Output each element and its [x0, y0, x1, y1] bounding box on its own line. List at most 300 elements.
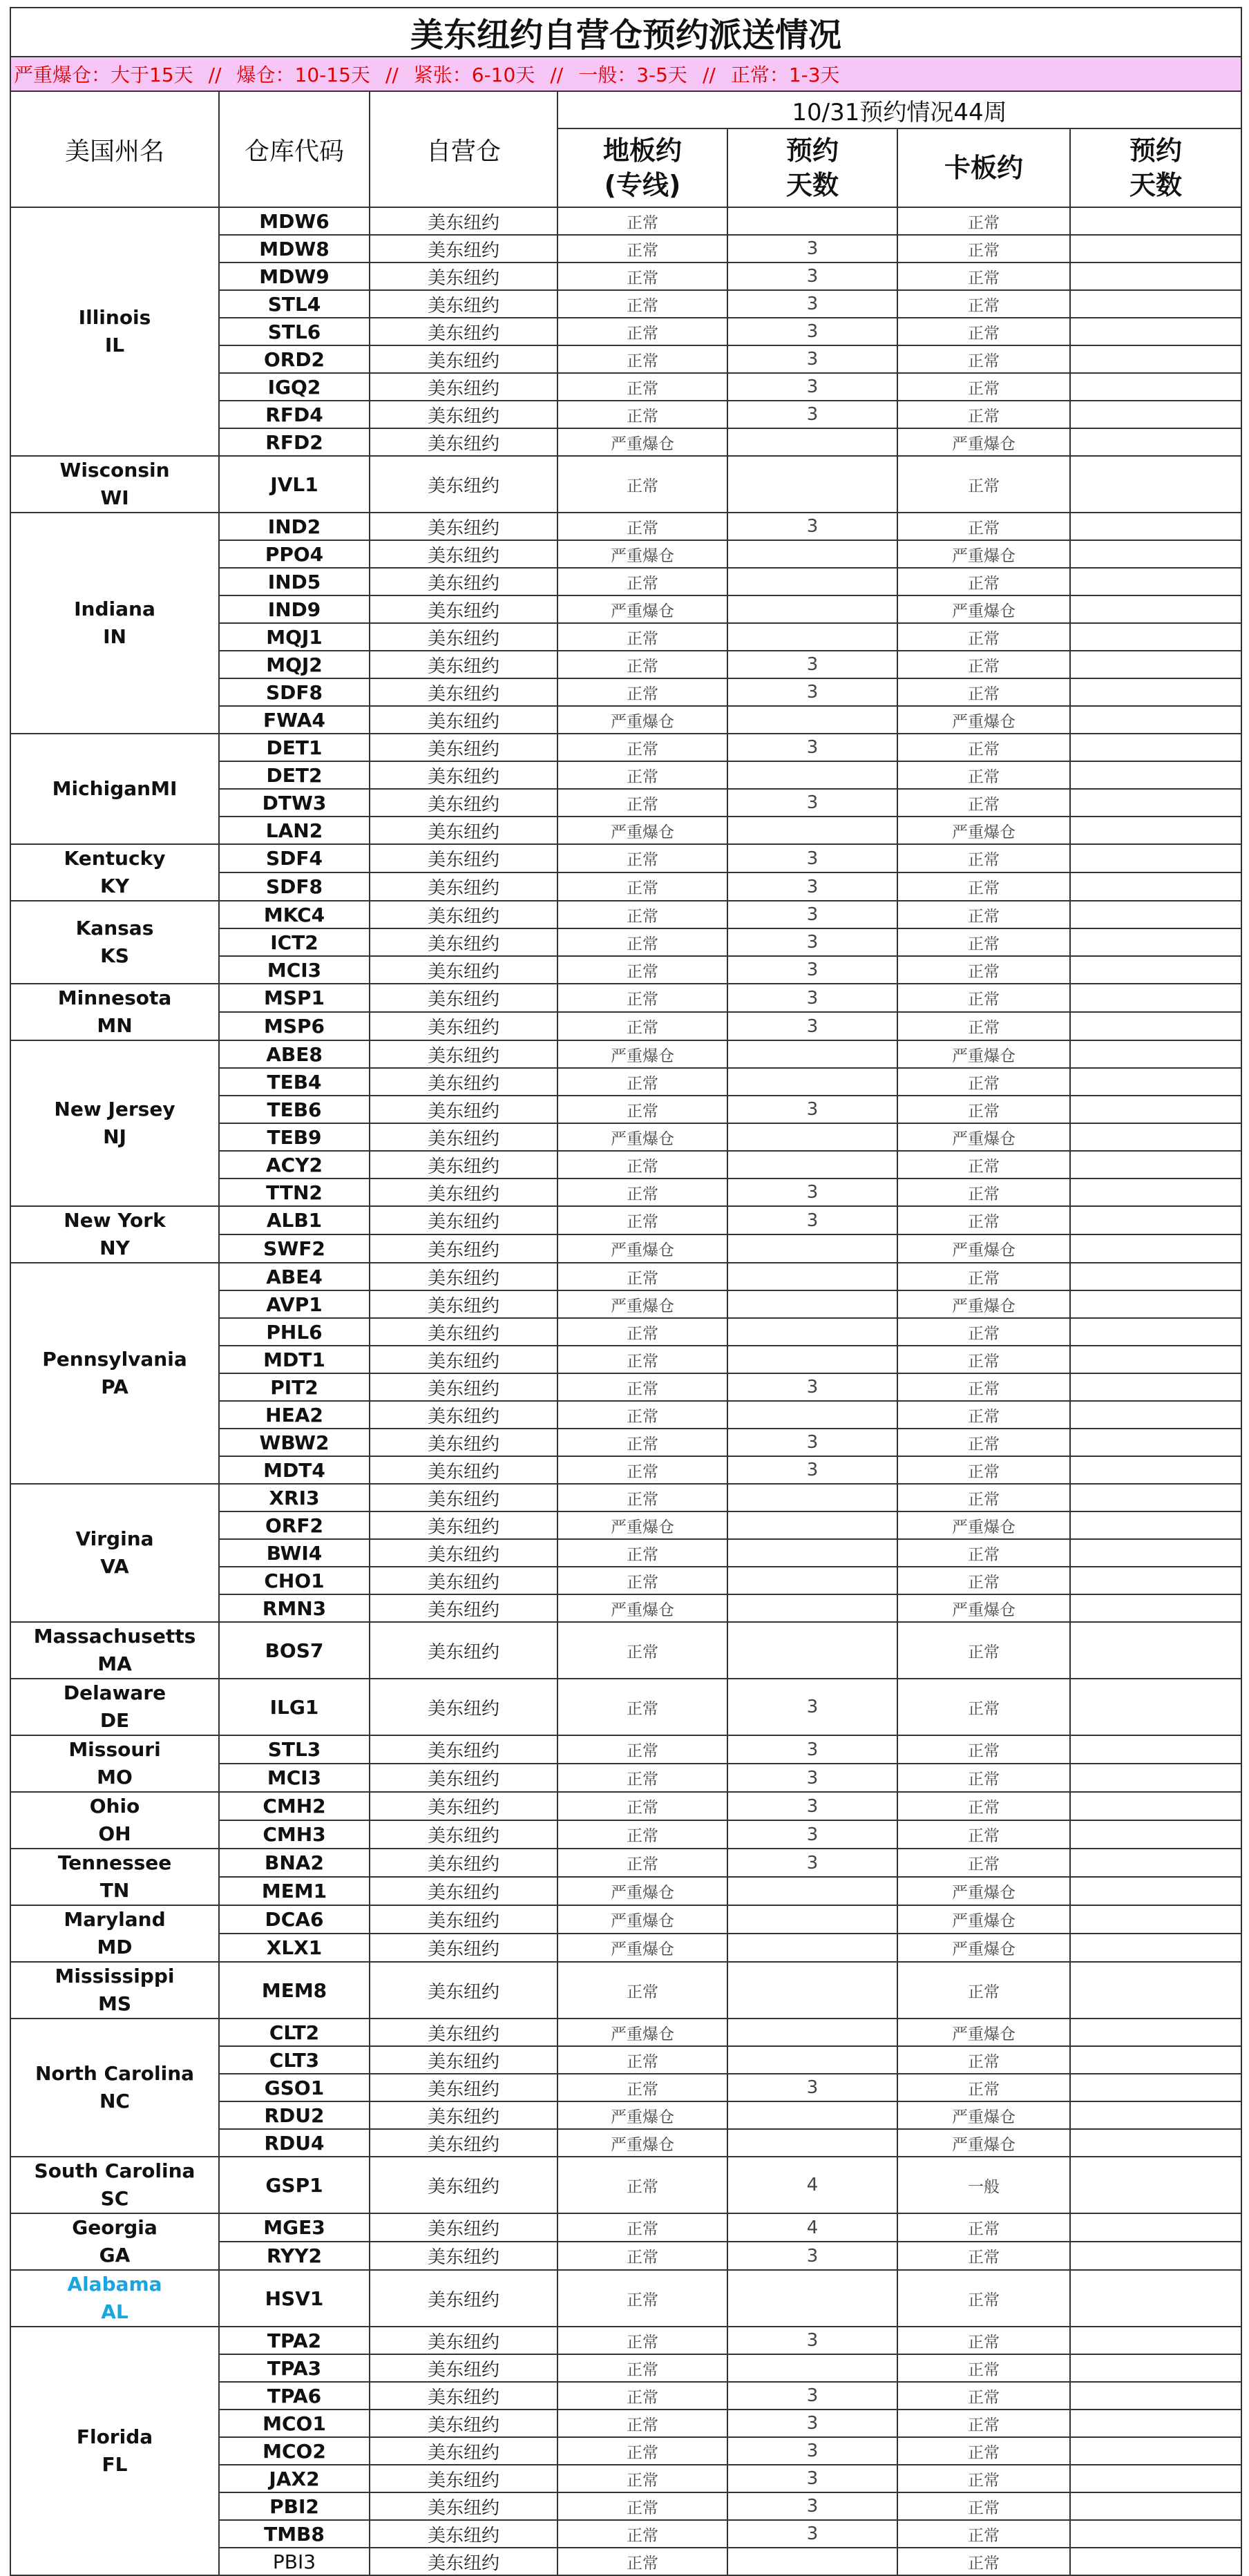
floor-days-cell: 3: [727, 513, 897, 540]
pallet-status-cell: 正常: [897, 207, 1070, 235]
warehouse-code-cell: PBI3: [219, 2548, 370, 2575]
warehouse-name-cell: 美东纽约: [370, 1792, 557, 1820]
pallet-status-cell: 正常: [897, 761, 1070, 789]
warehouse-name-cell: 美东纽约: [370, 1234, 557, 1263]
pallet-status-cell: 正常: [897, 345, 1070, 373]
pallet-status-cell: 正常: [897, 928, 1070, 956]
floor-status-cell: 正常: [557, 678, 727, 706]
floor-status-cell: 正常: [557, 2410, 727, 2437]
pallet-days-cell: [1070, 1511, 1241, 1539]
floor-status-cell: 严重爆仓: [557, 706, 727, 734]
floor-status-cell: 正常: [557, 1151, 727, 1179]
floor-days-cell: [727, 1962, 897, 2019]
pallet-status-cell: 正常: [897, 263, 1070, 290]
floor-days-cell: [727, 761, 897, 789]
warehouse-name-cell: 美东纽约: [370, 2520, 557, 2548]
warehouse-code-cell: RDU2: [219, 2101, 370, 2129]
pallet-status-cell: 正常: [897, 568, 1070, 595]
pallet-status-cell: 严重爆仓: [897, 1905, 1070, 1934]
warehouse-code-cell: GSO1: [219, 2074, 370, 2101]
header-pallet-days-line1: 预约: [1129, 135, 1183, 166]
warehouse-code-cell: TEB9: [219, 1123, 370, 1151]
pallet-status-cell: 正常: [897, 956, 1070, 984]
warehouse-code-cell: STL4: [219, 290, 370, 318]
warehouse-name-cell: 美东纽约: [370, 2437, 557, 2465]
floor-status-cell: 严重爆仓: [557, 1511, 727, 1539]
floor-status-cell: 正常: [557, 2354, 727, 2382]
pallet-status-cell: 正常: [897, 2242, 1070, 2270]
legend-item-normal: 正常：1-3天: [730, 64, 840, 86]
floor-status-cell: 严重爆仓: [557, 1905, 727, 1934]
warehouse-code-cell: RFD2: [219, 428, 370, 456]
floor-days-cell: 3: [727, 2242, 897, 2270]
warehouse-name-cell: 美东纽约: [370, 2074, 557, 2101]
floor-days-cell: [727, 1263, 897, 1290]
state-cell: [10, 2019, 219, 2157]
warehouse-name-cell: 美东纽约: [370, 1373, 557, 1401]
state-cell: [10, 1484, 219, 1622]
state-cell: [10, 1962, 219, 2019]
pallet-status-cell: 正常: [897, 1179, 1070, 1206]
warehouse-code-cell: MDT4: [219, 1456, 370, 1484]
floor-days-cell: [727, 1401, 897, 1429]
warehouse-code-cell: DET2: [219, 761, 370, 789]
floor-days-cell: 3: [727, 373, 897, 401]
pallet-status-cell: 严重爆仓: [897, 1290, 1070, 1318]
warehouse-name-cell: 美东纽约: [370, 1096, 557, 1123]
floor-days-cell: 3: [727, 1206, 897, 1234]
state-cell: [10, 1040, 219, 1206]
floor-days-cell: [727, 568, 897, 595]
table-row: [10, 2270, 1241, 2327]
state-abbr: MO: [97, 1766, 133, 1788]
warehouse-code-cell: PBI2: [219, 2492, 370, 2520]
warehouse-code-cell: BNA2: [219, 1849, 370, 1877]
header-period: 10/31预约情况44周: [557, 91, 1241, 128]
state-name: Tennessee: [57, 1851, 172, 1874]
legend-item-severe: 严重爆仓：大于15天: [14, 64, 193, 86]
floor-days-cell: 3: [727, 1849, 897, 1877]
floor-days-cell: [727, 456, 897, 513]
warehouse-name-cell: 美东纽约: [370, 1934, 557, 1962]
warehouse-name-cell: 美东纽约: [370, 1484, 557, 1511]
header-pallet: 卡板约: [897, 128, 1070, 207]
warehouse-code-cell: ABE4: [219, 1263, 370, 1290]
state-abbr: WI: [100, 486, 129, 509]
warehouse-code-cell: ACY2: [219, 1151, 370, 1179]
floor-status-cell: 正常: [557, 2492, 727, 2520]
floor-status-cell: 严重爆仓: [557, 428, 727, 456]
header-floor: [557, 128, 727, 207]
warehouse-code-cell: DTW3: [219, 789, 370, 817]
pallet-days-cell: [1070, 1905, 1241, 1934]
warehouse-name-cell: 美东纽约: [370, 2046, 557, 2074]
header-pallet-days: [1070, 128, 1241, 207]
state-abbr: DE: [99, 1709, 130, 1732]
pallet-days-cell: [1070, 2129, 1241, 2157]
warehouse-name-cell: 美东纽约: [370, 789, 557, 817]
warehouse-code-cell: ORD2: [219, 345, 370, 373]
floor-days-cell: 3: [727, 1820, 897, 1849]
floor-status-cell: 正常: [557, 2242, 727, 2270]
pallet-days-cell: [1070, 2492, 1241, 2520]
floor-days-cell: 3: [727, 789, 897, 817]
warehouse-code-cell: ICT2: [219, 928, 370, 956]
state-cell: [10, 456, 219, 513]
state-name: Illinois: [78, 306, 151, 329]
pallet-days-cell: [1070, 1792, 1241, 1820]
warehouse-name-cell: 美东纽约: [370, 956, 557, 984]
state-abbr: FL: [102, 2453, 128, 2476]
warehouse-name-cell: 美东纽约: [370, 734, 557, 761]
floor-status-cell: 正常: [557, 2548, 727, 2575]
floor-days-cell: 3: [727, 2492, 897, 2520]
pallet-days-cell: [1070, 1290, 1241, 1318]
pallet-status-cell: 正常: [897, 1679, 1070, 1735]
pallet-status-cell: 正常: [897, 1849, 1070, 1877]
pallet-days-cell: [1070, 2074, 1241, 2101]
warehouse-code-cell: MDW6: [219, 207, 370, 235]
warehouse-name-cell: 美东纽约: [370, 1567, 557, 1594]
warehouse-code-cell: STL6: [219, 318, 370, 345]
pallet-days-cell: [1070, 456, 1241, 513]
sheet-title: 美东纽约自营仓预约派送情况: [10, 8, 1241, 57]
state-cell: [10, 2213, 219, 2270]
pallet-days-cell: [1070, 872, 1241, 901]
state-cell: [10, 1735, 219, 1792]
pallet-days-cell: [1070, 1151, 1241, 1179]
pallet-status-cell: 正常: [897, 1792, 1070, 1820]
pallet-days-cell: [1070, 1401, 1241, 1429]
warehouse-code-cell: MDW9: [219, 263, 370, 290]
floor-days-cell: [727, 1346, 897, 1373]
floor-status-cell: 正常: [557, 901, 727, 928]
pallet-days-cell: [1070, 345, 1241, 373]
floor-status-cell: 正常: [557, 1206, 727, 1234]
pallet-status-cell: 正常: [897, 373, 1070, 401]
pallet-status-cell: 正常: [897, 1346, 1070, 1373]
pallet-status-cell: 正常: [897, 1373, 1070, 1401]
warehouse-name-cell: 美东纽约: [370, 623, 557, 651]
floor-status-cell: 正常: [557, 1679, 727, 1735]
table-row: [10, 2213, 1241, 2242]
warehouse-name-cell: 美东纽约: [370, 2129, 557, 2157]
floor-days-cell: [727, 2019, 897, 2046]
legend-separator: //: [208, 64, 222, 86]
floor-status-cell: 正常: [557, 1792, 727, 1820]
floor-days-cell: [727, 1123, 897, 1151]
state-name: North Carolina: [35, 2062, 195, 2085]
pallet-days-cell: [1070, 928, 1241, 956]
pallet-days-cell: [1070, 1622, 1241, 1679]
warehouse-name-cell: 美东纽约: [370, 1905, 557, 1934]
pallet-days-cell: [1070, 1429, 1241, 1456]
pallet-status-cell: 正常: [897, 901, 1070, 928]
warehouse-name-cell: 美东纽约: [370, 1511, 557, 1539]
floor-days-cell: 3: [727, 1179, 897, 1206]
state-cell: [10, 513, 219, 734]
pallet-days-cell: [1070, 540, 1241, 568]
pallet-days-cell: [1070, 2465, 1241, 2492]
floor-status-cell: 正常: [557, 872, 727, 901]
floor-status-cell: 严重爆仓: [557, 1290, 727, 1318]
pallet-status-cell: 正常: [897, 2382, 1070, 2410]
pallet-days-cell: [1070, 1877, 1241, 1905]
pallet-status-cell: 正常: [897, 2410, 1070, 2437]
header-pallet-days-line2: 天数: [1129, 170, 1183, 200]
warehouse-name-cell: 美东纽约: [370, 1456, 557, 1484]
pallet-status-cell: 正常: [897, 651, 1070, 678]
warehouse-name-cell: 美东纽约: [370, 2382, 557, 2410]
pallet-status-cell: 正常: [897, 2465, 1070, 2492]
warehouse-name-cell: 美东纽约: [370, 1735, 557, 1764]
state-name: Indiana: [74, 598, 155, 620]
warehouse-name-cell: 美东纽约: [370, 568, 557, 595]
floor-status-cell: 严重爆仓: [557, 817, 727, 844]
floor-status-cell: 正常: [557, 1318, 727, 1346]
floor-days-cell: 3: [727, 318, 897, 345]
pallet-status-cell: 严重爆仓: [897, 1040, 1070, 1068]
pallet-status-cell: 正常: [897, 2354, 1070, 2382]
state-cell: [10, 1622, 219, 1679]
warehouse-code-cell: IGQ2: [219, 373, 370, 401]
floor-days-cell: 3: [727, 872, 897, 901]
pallet-days-cell: [1070, 1484, 1241, 1511]
floor-days-cell: 3: [727, 235, 897, 263]
pallet-days-cell: [1070, 207, 1241, 235]
warehouse-code-cell: FWA4: [219, 706, 370, 734]
floor-days-cell: [727, 623, 897, 651]
floor-status-cell: 正常: [557, 1263, 727, 1290]
state-cell: [10, 1792, 219, 1849]
warehouse-name-cell: 美东纽约: [370, 1401, 557, 1429]
floor-status-cell: 正常: [557, 568, 727, 595]
pallet-days-cell: [1070, 844, 1241, 872]
warehouse-code-cell: TPA3: [219, 2354, 370, 2382]
pallet-status-cell: 严重爆仓: [897, 1234, 1070, 1263]
floor-status-cell: 正常: [557, 207, 727, 235]
pallet-days-cell: [1070, 1373, 1241, 1401]
warehouse-code-cell: BOS7: [219, 1622, 370, 1679]
warehouse-name-cell: 美东纽约: [370, 1290, 557, 1318]
floor-days-cell: [727, 1905, 897, 1934]
state-abbr: PA: [101, 1375, 128, 1398]
state-abbr: NY: [99, 1237, 130, 1259]
floor-days-cell: [727, 2101, 897, 2129]
warehouse-name-cell: 美东纽约: [370, 2410, 557, 2437]
floor-days-cell: 3: [727, 345, 897, 373]
pallet-status-cell: 正常: [897, 2437, 1070, 2465]
pallet-days-cell: [1070, 1123, 1241, 1151]
floor-status-cell: 正常: [557, 623, 727, 651]
floor-days-cell: 3: [727, 1429, 897, 1456]
pallet-days-cell: [1070, 401, 1241, 428]
warehouse-code-cell: WBW2: [219, 1429, 370, 1456]
floor-days-cell: 3: [727, 1096, 897, 1123]
floor-days-cell: [727, 2548, 897, 2575]
warehouse-name-cell: 美东纽约: [370, 373, 557, 401]
floor-days-cell: [727, 2046, 897, 2074]
floor-days-cell: [727, 1040, 897, 1068]
floor-days-cell: [727, 2354, 897, 2382]
warehouse-code-cell: MEM8: [219, 1962, 370, 2019]
pallet-status-cell: 正常: [897, 2520, 1070, 2548]
pallet-status-cell: 正常: [897, 678, 1070, 706]
floor-status-cell: 正常: [557, 1179, 727, 1206]
floor-status-cell: 正常: [557, 1096, 727, 1123]
floor-status-cell: 严重爆仓: [557, 1123, 727, 1151]
warehouse-code-cell: IND2: [219, 513, 370, 540]
floor-status-cell: 正常: [557, 1346, 727, 1373]
floor-status-cell: 正常: [557, 1068, 727, 1096]
legend-bar: [10, 57, 1241, 91]
table-row: [10, 2019, 1241, 2046]
floor-status-cell: 正常: [557, 1429, 727, 1456]
warehouse-code-cell: RFD4: [219, 401, 370, 428]
legend-item-full: 爆仓：10-15天: [236, 64, 370, 86]
floor-days-cell: [727, 706, 897, 734]
pallet-days-cell: [1070, 1318, 1241, 1346]
pallet-status-cell: 严重爆仓: [897, 1511, 1070, 1539]
pallet-status-cell: 严重爆仓: [897, 1594, 1070, 1622]
pallet-days-cell: [1070, 1346, 1241, 1373]
pallet-status-cell: 严重爆仓: [897, 1934, 1070, 1962]
warehouse-name-cell: 美东纽约: [370, 1820, 557, 1849]
pallet-status-cell: 严重爆仓: [897, 817, 1070, 844]
warehouse-code-cell: SDF8: [219, 678, 370, 706]
state-abbr: IN: [103, 625, 126, 648]
warehouse-code-cell: IND5: [219, 568, 370, 595]
floor-status-cell: 正常: [557, 844, 727, 872]
warehouse-name-cell: 美东纽约: [370, 2213, 557, 2242]
header-state: 美国州名: [10, 91, 219, 207]
pallet-days-cell: [1070, 1456, 1241, 1484]
warehouse-name-cell: 美东纽约: [370, 706, 557, 734]
state-abbr: OH: [98, 1822, 131, 1845]
state-abbr: VA: [100, 1555, 129, 1578]
warehouse-name-cell: 美东纽约: [370, 456, 557, 513]
floor-days-cell: [727, 595, 897, 623]
warehouse-name-cell: 美东纽约: [370, 678, 557, 706]
warehouse-code-cell: TPA2: [219, 2327, 370, 2354]
pallet-days-cell: [1070, 235, 1241, 263]
warehouse-code-cell: PPO4: [219, 540, 370, 568]
pallet-status-cell: 正常: [897, 734, 1070, 761]
warehouse-code-cell: SWF2: [219, 1234, 370, 1263]
state-abbr: NC: [99, 2090, 130, 2112]
warehouse-name-cell: 美东纽约: [370, 651, 557, 678]
floor-days-cell: [727, 1539, 897, 1567]
state-name: Mississippi: [55, 1965, 175, 1987]
warehouse-code-cell: CLT2: [219, 2019, 370, 2046]
floor-status-cell: 正常: [557, 2465, 727, 2492]
pallet-days-cell: [1070, 623, 1241, 651]
pallet-days-cell: [1070, 2157, 1241, 2213]
floor-days-cell: [727, 817, 897, 844]
pallet-days-cell: [1070, 678, 1241, 706]
warehouse-code-cell: CHO1: [219, 1567, 370, 1594]
pallet-status-cell: 正常: [897, 235, 1070, 263]
table-row: [10, 207, 1241, 235]
warehouse-name-cell: 美东纽约: [370, 290, 557, 318]
warehouse-name-cell: 美东纽约: [370, 928, 557, 956]
floor-status-cell: 正常: [557, 373, 727, 401]
floor-status-cell: 严重爆仓: [557, 2019, 727, 2046]
table-row: [10, 1206, 1241, 1234]
warehouse-code-cell: MDT1: [219, 1346, 370, 1373]
pallet-status-cell: 正常: [897, 2548, 1070, 2575]
pallet-status-cell: 正常: [897, 2213, 1070, 2242]
floor-status-cell: 正常: [557, 1820, 727, 1849]
table-row: [10, 2157, 1241, 2213]
state-cell: [10, 2270, 219, 2327]
pallet-status-cell: 正常: [897, 1401, 1070, 1429]
warehouse-code-cell: CLT3: [219, 2046, 370, 2074]
warehouse-name-cell: 美东纽约: [370, 2019, 557, 2046]
warehouse-name-cell: 美东纽约: [370, 513, 557, 540]
header-floor-line1: 地板约: [602, 135, 682, 166]
pallet-status-cell: 严重爆仓: [897, 2101, 1070, 2129]
pallet-status-cell: 正常: [897, 1764, 1070, 1792]
warehouse-name-cell: 美东纽约: [370, 235, 557, 263]
pallet-days-cell: [1070, 290, 1241, 318]
warehouse-name-cell: 美东纽约: [370, 1764, 557, 1792]
floor-days-cell: 3: [727, 2437, 897, 2465]
pallet-status-cell: 正常: [897, 1096, 1070, 1123]
pallet-status-cell: 严重爆仓: [897, 1877, 1070, 1905]
warehouse-code-cell: CMH3: [219, 1820, 370, 1849]
warehouse-code-cell: HEA2: [219, 1401, 370, 1429]
header-floor-line2: (专线): [604, 170, 681, 200]
floor-days-cell: 3: [727, 1373, 897, 1401]
state-name: Georgia: [72, 2216, 158, 2239]
warehouse-code-cell: MCI3: [219, 956, 370, 984]
appointment-table: [10, 7, 1242, 2576]
pallet-status-cell: 正常: [897, 1820, 1070, 1849]
floor-status-cell: 正常: [557, 956, 727, 984]
warehouse-name-cell: 美东纽约: [370, 1622, 557, 1679]
pallet-days-cell: [1070, 428, 1241, 456]
warehouse-name-cell: 美东纽约: [370, 1318, 557, 1346]
floor-status-cell: 正常: [557, 1764, 727, 1792]
floor-status-cell: 正常: [557, 456, 727, 513]
warehouse-code-cell: PIT2: [219, 1373, 370, 1401]
warehouse-name-cell: 美东纽约: [370, 1429, 557, 1456]
state-name: MichiganMI: [52, 777, 178, 800]
floor-days-cell: 3: [727, 844, 897, 872]
pallet-status-cell: 正常: [897, 2492, 1070, 2520]
state-name: Virgina: [75, 1527, 154, 1550]
pallet-days-cell: [1070, 2019, 1241, 2046]
pallet-days-cell: [1070, 956, 1241, 984]
warehouse-name-cell: 美东纽约: [370, 207, 557, 235]
warehouse-code-cell: MSP6: [219, 1012, 370, 1040]
floor-status-cell: 正常: [557, 2157, 727, 2213]
state-abbr: KS: [100, 944, 129, 967]
legend-separator: //: [702, 64, 716, 86]
warehouse-code-cell: MCO1: [219, 2410, 370, 2437]
floor-days-cell: 4: [727, 2213, 897, 2242]
pallet-status-cell: 正常: [897, 1484, 1070, 1511]
warehouse-code-cell: TEB4: [219, 1068, 370, 1096]
floor-days-cell: [727, 1622, 897, 1679]
warehouse-code-cell: RDU4: [219, 2129, 370, 2157]
floor-status-cell: 正常: [557, 2382, 727, 2410]
pallet-status-cell: 正常: [897, 456, 1070, 513]
warehouse-name-cell: 美东纽约: [370, 761, 557, 789]
pallet-days-cell: [1070, 1234, 1241, 1263]
pallet-status-cell: 严重爆仓: [897, 428, 1070, 456]
